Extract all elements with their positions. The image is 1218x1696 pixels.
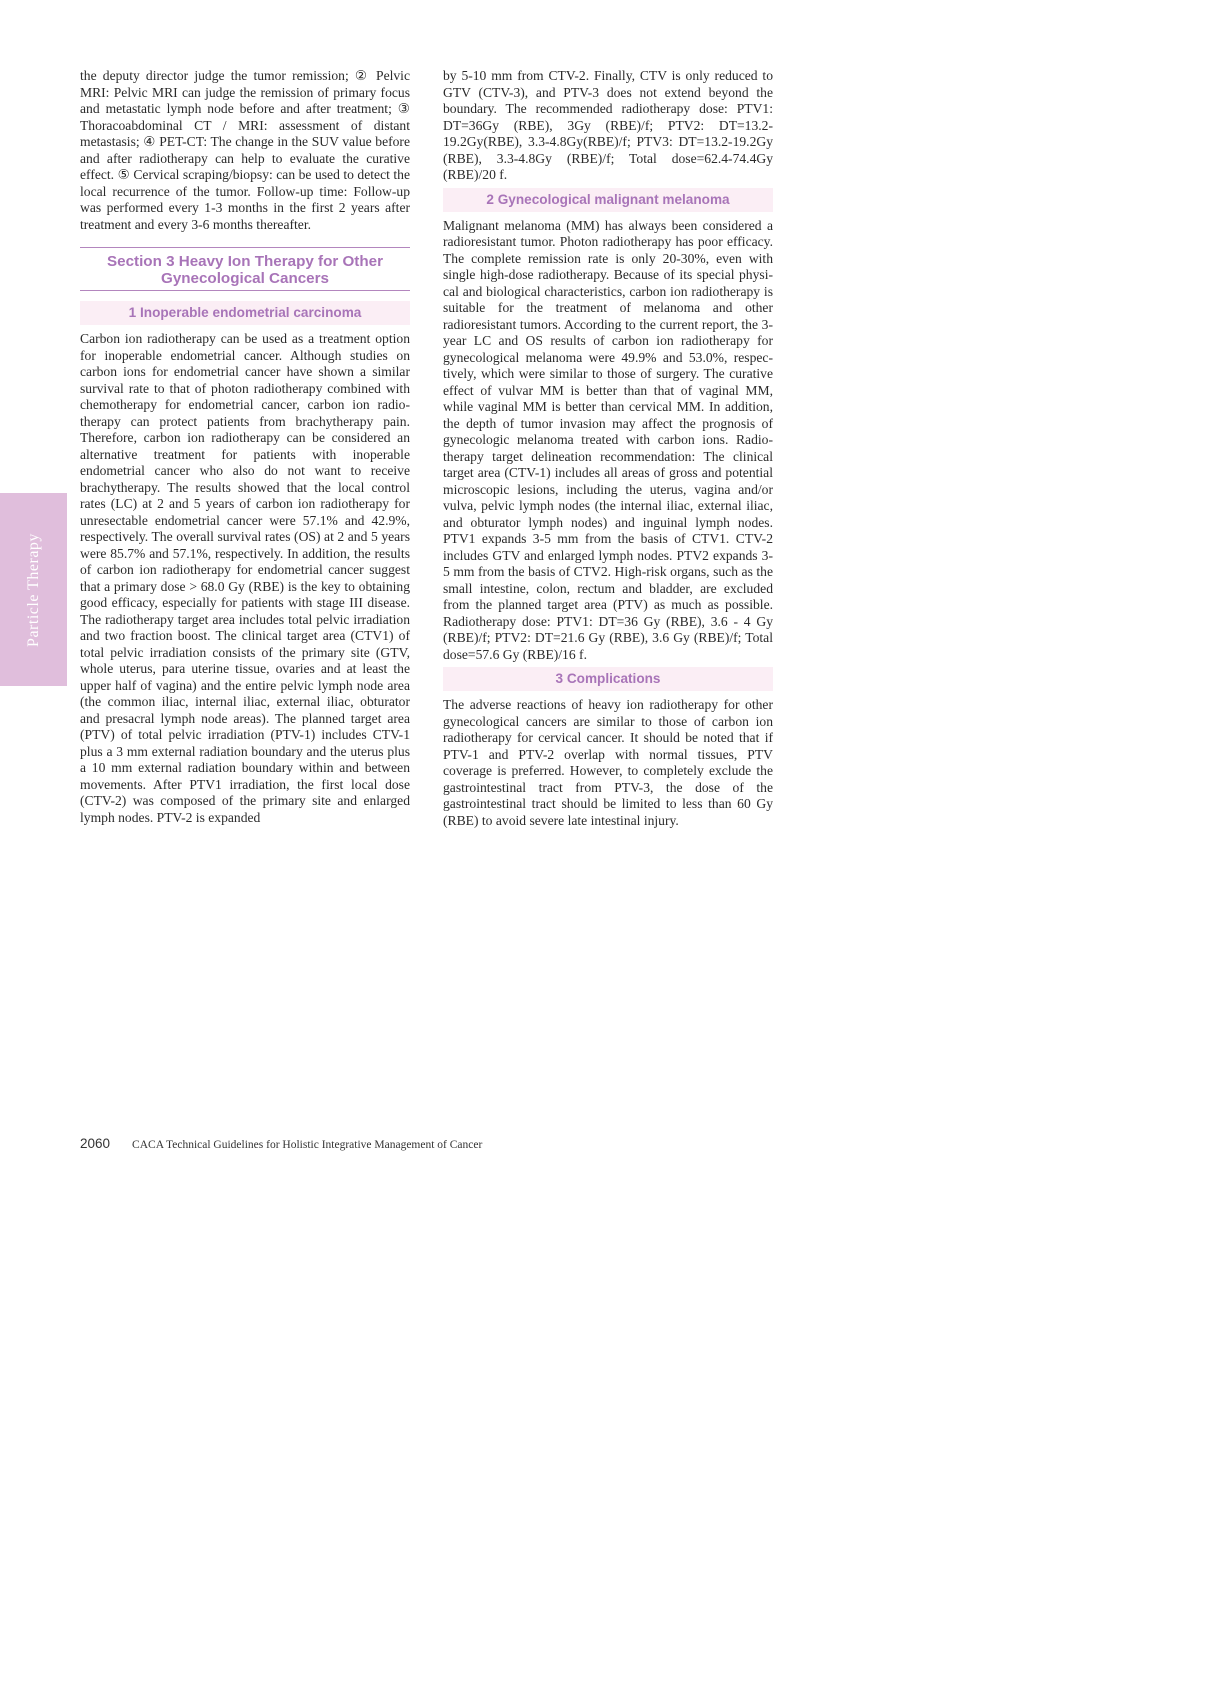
endometrial-paragraph: Carbon ion radiotherapy can be used as a treatment option for inoperable endometrial cancer. Although studies on carbon ions for endometrial cancer have shown a similar survival rate to that of photon radiotherapy combined with chemotherapy for endometrial cancer, carbon ion radiotherapy can protect patients from brachytherapy pain. Therefore, carbon ion radiotherapy can be considered an alternative treatment for patients with inoperable endometrial cancer who also do not want to receive brachytherapy. The results showed that the local control rates (LC) at 2 and 5 years of carbon ion radiotherapy for unresectable endometrial cancer were 57.1% and 42.9%, respectively. The overall survival rates (OS) at 2 and 5 years were 85.7% and 57.1%, respectively. In addition, the results of carbon ion radiotherapy for endometrial cancer suggest that a primary dose > 68.0 Gy (RBE) is the key to obtaining good efficacy, especially for patients with stage III disease. The radiotherapy target area includes total pelvic irradiation and two fraction boost. The clinical target area (CTV1) of total pelvic irradiation consists of the primary site (GTV, whole uterus, para uterine tissue, ovaries and at least the upper half of vagina) and the entire pelvic lymph node area (the common iliac, internal iliac, external iliac, obturator and presacral lymph node areas). The planned target area (PTV) of total pelvic irradiation (PTV-1) includes CTV-1 plus a 3 mm external radiation boundary and the uterus plus a 10 mm external radiation boundary within and between movements. After PTV1 irradiation, the first local dose (CTV-2) was composed of the primary site and enlarged lymph nodes. PTV-2 is expanded [80, 331, 410, 825]
sub-heading-melanoma: 2 Gynecological malignant melanoma [443, 188, 773, 212]
sub-heading-complications: 3 Complications [443, 667, 773, 691]
page-footer [80, 1136, 482, 1151]
left-column [80, 68, 410, 826]
right-column [443, 68, 773, 829]
side-tab [0, 493, 67, 686]
side-tab-label: Particle Therapy [24, 532, 42, 647]
complications-paragraph: The adverse reactions of heavy ion radiotherapy for other gynecological cancers are similar to those of carbon ion radiotherapy for cervical cancer. It should be noted that if PTV-1 and PTV-2 overlap with normal tissues, PTV coverage is preferred. However, to completely exclude the gastrointestinal tract from PTV-3, the dose of the gastrointestinal tract should be limited to less than 60 Gy (RBE) to avoid severe late intestinal injury. [443, 697, 773, 828]
continued-paragraph: by 5-10 mm from CTV-2. Finally, CTV is only reduced to GTV (CTV-3), and PTV-3 does not extend beyond the boundary. The recommended radiotherapy dose: PTV1: DT=36Gy (RBE), 3Gy (RBE)/f; PTV2: DT=13.2-19.2Gy(RBE), 3.3-4.8Gy(RBE)/f; PTV3: DT=13.2-19.2Gy (RBE), 3.3-4.8Gy (RBE)/f; Total dose=62.4-74.4Gy (RBE)/20 f. [443, 68, 773, 182]
melanoma-paragraph: Malignant melanoma (MM) has always been considered a radioresistant tumor. Photon radiotherapy has poor efficacy. The complete remission rate is only 20-30%, even with single high-dose radiotherapy. Because of its special physical and biological characteristics, carbon ion radiotherapy is suitable for the treatment of melanoma and other radioresistant tumors. According to the current report, the 3-year LC and OS results of carbon ion radiotherapy for gynecological melanoma were 49.9% and 53.0%, respectively, which were similar to those of surgery. The curative effect of vulvar MM is better than that of vaginal MM, while vaginal MM is better than cervical MM. In addition, the depth of tumor invasion may affect the prognosis of gynecologic melanoma treated with carbon ions. Radiotherapy target delineation recommendation: The clinical target area (CTV-1) includes all areas of gross and potential microscopic lesions, including the uterus, vagina and/or vulva, pelvic lymph nodes (the internal iliac, external iliac, and obturator lymph nodes) and inguinal lymph nodes. PTV1 expands 3-5 mm from the basis of CTV1. CTV-2 includes GTV and enlarged lymph nodes. PTV2 expands 3-5 mm from the basis of CTV2. High-risk organs, such as the small intestine, colon, rectum and bladder, are excluded from the planned target area (PTV) as much as possible. Radiotherapy dose: PTV1: DT=36 Gy (RBE), 3.6 - 4 Gy (RBE)/f; PTV2: DT=21.6 Gy (RBE), 3.6 Gy (RBE)/f; Total dose=57.6 Gy (RBE)/16 f. [443, 217, 773, 662]
sub-heading-endometrial: 1 Inoperable endometrial carcinoma [80, 301, 410, 325]
section-heading: Section 3 Heavy Ion Therapy for Other Gynecological Cancers [80, 247, 410, 291]
journal-title: CACA Technical Guidelines for Holistic Integrative Management of Cancer [132, 1139, 483, 1151]
intro-paragraph: the deputy director judge the tumor remission; ② Pelvic MRI: Pelvic MRI can judge the remission of primary focus and metastatic lymph node before and after treatment; ③ Thoracoabdominal CT / MRI: assessment of distant metastasis; ④ PET-CT: The change in the SUV value before and after radiotherapy can help to evaluate the curative effect. ⑤ Cervical scraping/biopsy: can be used to detect the local recurrence of the tumor. Follow-up time: Follow-up was performed every 1-3 months in the first 2 years after treatment and every 3-6 months thereafter. [80, 68, 410, 232]
page-number: 2060 [80, 1136, 111, 1151]
